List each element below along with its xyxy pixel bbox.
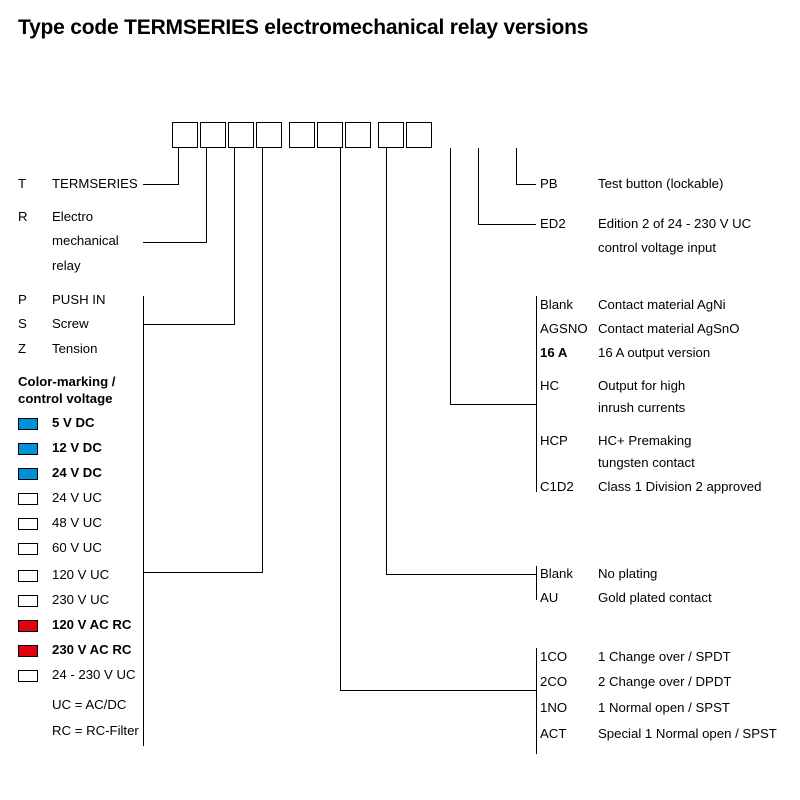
right-key-HCP: HCP — [540, 433, 568, 448]
plating-bracket — [536, 566, 537, 600]
right-key-PB: PB — [540, 176, 558, 191]
right-label-HC-2: inrush currents — [598, 400, 686, 415]
voltage-label-4: 24 V UC — [52, 490, 102, 505]
voltage-swatch-7 — [18, 570, 38, 582]
leader-line-material-h — [450, 404, 536, 405]
voltage-label-7: 120 V UC — [52, 567, 110, 582]
voltage-label-3: 24 V DC — [52, 465, 102, 480]
material-bracket — [536, 296, 537, 492]
voltage-swatch-4 — [18, 493, 38, 505]
config-bracket — [536, 648, 537, 754]
leader-line-voltage-h — [143, 572, 263, 573]
left-key-R: R — [18, 209, 28, 224]
leader-line-series-h — [143, 184, 179, 185]
right-key-AU: AU — [540, 590, 559, 605]
leader-line-voltage — [262, 148, 263, 572]
left-label-tension: Tension — [52, 341, 98, 356]
page-title: Type code TERMSERIES electromechanical relay versions — [18, 16, 589, 39]
right-key-blank-plating: Blank — [540, 566, 573, 581]
right-key-AGSNO: AGSNO — [540, 321, 588, 336]
voltage-swatch-9 — [18, 620, 38, 632]
right-label-ACT: Special 1 Normal open / SPST — [598, 726, 777, 741]
voltage-label-6: 60 V UC — [52, 540, 102, 555]
leader-line-connection-h — [143, 324, 235, 325]
left-label-pushin: PUSH IN — [52, 292, 106, 307]
leader-line-material — [450, 148, 451, 404]
voltage-swatch-5 — [18, 518, 38, 530]
leader-line-pb — [516, 148, 517, 184]
right-label-16A: 16 A output version — [598, 345, 711, 360]
left-label-TERMSERIES: TERMSERIES — [52, 176, 138, 191]
code-box-5[interactable] — [289, 122, 315, 148]
leader-line-plating-h — [386, 574, 536, 575]
left-label-relay-3: relay — [52, 258, 81, 273]
code-box-9[interactable] — [406, 122, 432, 148]
leader-line-pb-h — [516, 184, 536, 185]
right-label-PB: Test button (lockable) — [598, 176, 724, 191]
right-label-1CO: 1 Change over / SPDT — [598, 649, 731, 664]
color-marking-heading-line1: Color-marking / — [18, 374, 116, 389]
color-marking-heading-line2: control voltage — [18, 391, 113, 406]
right-label-C1D2: Class 1 Division 2 approved — [598, 479, 762, 494]
leader-line-config — [340, 148, 341, 690]
left-label-relay-1: Electro — [52, 209, 94, 224]
voltage-swatch-3 — [18, 468, 38, 480]
right-key-1CO: 1CO — [540, 649, 568, 664]
left-label-relay-2: mechanical — [52, 233, 119, 248]
voltage-swatch-2 — [18, 443, 38, 455]
leader-line-connection — [234, 148, 235, 324]
voltage-label-9: 120 V AC RC — [52, 617, 132, 632]
right-label-HC-1: Output for high — [598, 378, 686, 393]
leader-line-series — [178, 148, 179, 184]
right-key-ACT: ACT — [540, 726, 567, 741]
code-box-4[interactable] — [256, 122, 282, 148]
voltage-label-8: 230 V UC — [52, 592, 110, 607]
right-label-blank-material: Contact material AgNi — [598, 297, 726, 312]
right-key-16A: 16 A — [540, 345, 568, 360]
right-key-blank-material: Blank — [540, 297, 573, 312]
right-label-ED2-2: control voltage input — [598, 240, 717, 255]
voltage-label-1: 5 V DC — [52, 415, 95, 430]
right-key-C1D2: C1D2 — [540, 479, 574, 494]
right-key-ED2: ED2 — [540, 216, 566, 231]
voltage-swatch-8 — [18, 595, 38, 607]
voltage-bracket — [143, 296, 144, 746]
right-label-1NO: 1 Normal open / SPST — [598, 700, 730, 715]
note-uc: UC = AC/DC — [52, 697, 127, 712]
left-key-P: P — [18, 292, 27, 307]
right-label-2CO: 2 Change over / DPDT — [598, 674, 732, 689]
voltage-label-11: 24 - 230 V UC — [52, 667, 136, 682]
code-box-2[interactable] — [200, 122, 226, 148]
connection-bracket — [143, 296, 144, 324]
voltage-swatch-6 — [18, 543, 38, 555]
code-box-8[interactable] — [378, 122, 404, 148]
code-box-1[interactable] — [172, 122, 198, 148]
voltage-label-2: 12 V DC — [52, 440, 102, 455]
voltage-label-5: 48 V UC — [52, 515, 102, 530]
right-label-blank-plating: No plating — [598, 566, 658, 581]
voltage-label-10: 230 V AC RC — [52, 642, 132, 657]
code-box-3[interactable] — [228, 122, 254, 148]
leader-line-config-h — [340, 690, 536, 691]
voltage-swatch-11 — [18, 670, 38, 682]
left-label-screw: Screw — [52, 316, 89, 331]
code-box-7[interactable] — [345, 122, 371, 148]
right-key-HC: HC — [540, 378, 560, 393]
voltage-swatch-10 — [18, 645, 38, 657]
right-label-AGSNO: Contact material AgSnO — [598, 321, 740, 336]
leader-line-ed2 — [478, 148, 479, 224]
voltage-swatch-1 — [18, 418, 38, 430]
left-key-Z: Z — [18, 341, 27, 356]
left-key-S: S — [18, 316, 27, 331]
leader-line-relay — [206, 148, 207, 242]
leader-line-plating — [386, 148, 387, 574]
left-key-T: T — [18, 176, 27, 191]
right-key-1NO: 1NO — [540, 700, 568, 715]
right-label-ED2-1: Edition 2 of 24 - 230 V UC — [598, 216, 752, 231]
right-label-AU: Gold plated contact — [598, 590, 712, 605]
leader-line-ed2-h — [478, 224, 536, 225]
right-label-HCP-1: HC+ Premaking — [598, 433, 692, 448]
note-rc: RC = RC-Filter — [52, 723, 139, 738]
leader-line-relay-h — [143, 242, 207, 243]
right-key-2CO: 2CO — [540, 674, 568, 689]
right-label-HCP-2: tungsten contact — [598, 455, 695, 470]
code-box-6[interactable] — [317, 122, 343, 148]
